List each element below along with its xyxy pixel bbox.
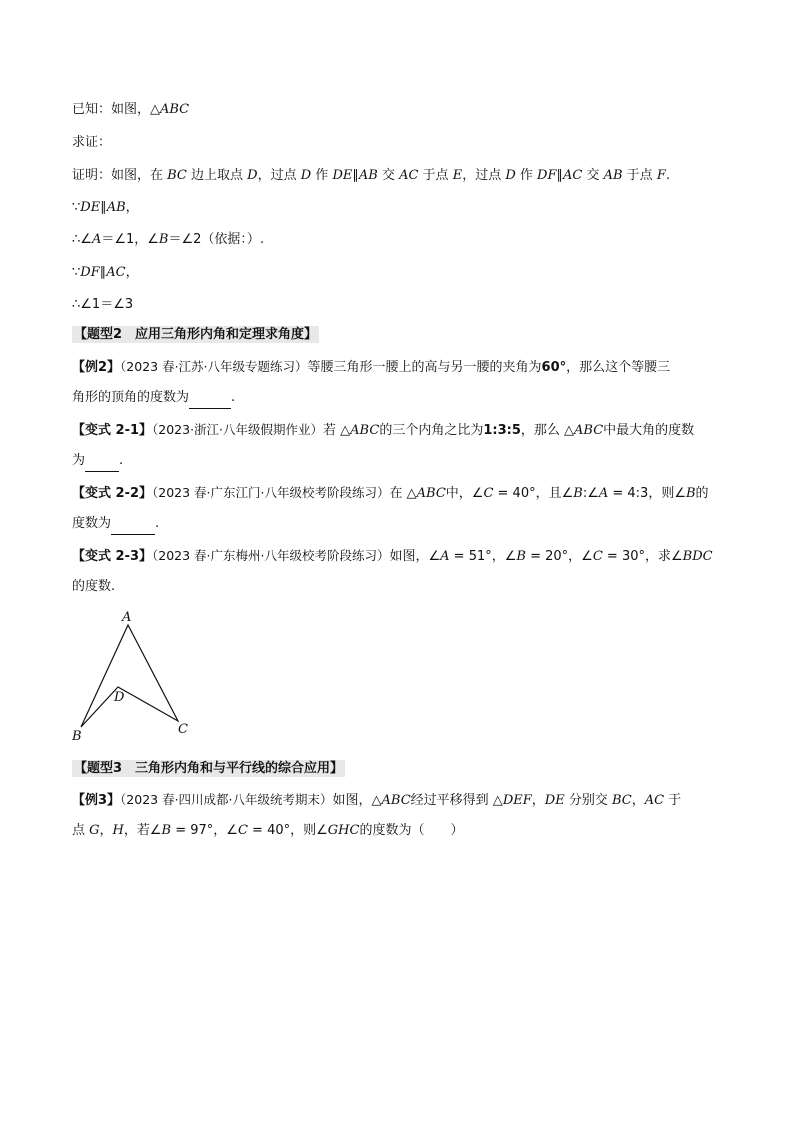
answer-blank[interactable] — [111, 514, 155, 535]
label-b: B — [72, 729, 82, 744]
variant-2-2-tag: 【变式 2-2】 — [72, 486, 153, 501]
example-2-source: （2023 春·江苏·八年级专题练习） — [120, 359, 308, 374]
example-3-tag: 【例3】 — [72, 793, 121, 808]
section-3-heading — [72, 759, 345, 779]
step3-line: ∵DF∥AC， — [72, 265, 139, 280]
example-2-line-2: 角形的顶角的度数为 . — [72, 388, 235, 409]
label-d: D — [114, 690, 125, 705]
given-text: 已知：如图，△ — [72, 102, 160, 117]
given-line — [72, 100, 189, 120]
variant-2-2-source: （2023 春·广东江门·八年级校考阶段练习） — [152, 485, 390, 500]
variant-2-3-line-1: 【变式 2-3】（2023 春·广东梅州·八年级校考阶段练习）如图，∠A = 51°，∠B = 20°，∠C = 30°，求∠BDC — [72, 548, 713, 564]
step4-line: ∴∠1＝∠3 — [72, 297, 134, 312]
variant-2-3-tag: 【变式 2-3】 — [72, 549, 153, 564]
example-3-source: （2023 春·四川成都·八年级统考期末） — [120, 792, 333, 807]
section-2-heading — [72, 325, 319, 345]
variant-2-3-line-2: 的度数. — [72, 579, 116, 594]
given-triangle: ABC — [160, 102, 190, 117]
example-2-line-1: 【例2】（2023 春·江苏·八年级专题练习）等腰三角形一腰上的高与另一腰的夹角为60°，那么这个等腰三 — [72, 359, 671, 375]
variant-2-2-line-1: 【变式 2-2】（2023 春·广东江门·八年级校考阶段练习）在 △ABC中，∠C = 40°，且∠B:∠A = 4:3，则∠B的 — [72, 485, 709, 501]
prove-line — [72, 133, 111, 153]
variant-2-2-line-2: 度数为 . — [72, 514, 159, 535]
example-3-line-2: 点 G，H，若∠B = 97°，∠C = 40°，则∠GHC的度数为（ ） — [72, 823, 464, 838]
variant-2-1-source: （2023·浙江·八年级假期作业） — [152, 422, 324, 437]
prove-text: 求证： — [72, 135, 112, 150]
label-c: C — [178, 722, 188, 737]
triangle-figure — [60, 600, 210, 750]
proof-line: 证明：如图，在 BC 边上取点 D，过点 D 作 DE∥AB 交 AC 于点 E，过点 D 作 DF∥AC 交 AB 于点 F. — [72, 168, 670, 183]
variant-2-1-tag: 【变式 2-1】 — [72, 423, 153, 438]
step1-line: ∵DE∥AB， — [72, 200, 139, 215]
figure-outline — [81, 625, 178, 727]
answer-blank[interactable] — [85, 451, 119, 472]
variant-2-3-source: （2023 春·广东梅州·八年级校考阶段练习） — [152, 548, 390, 563]
example-2-tag: 【例2】 — [72, 360, 121, 375]
answer-blank[interactable] — [189, 388, 231, 409]
section-3-title: 【题型3 三角形内角和与平行线的综合应用】 — [74, 761, 344, 776]
example-3-line-1: 【例3】（2023 春·四川成都·八年级统考期末）如图，△ABC经过平移得到 △DEF，DE 分别交 BC，AC 于 — [72, 792, 682, 808]
variant-2-1-line-2: 为 . — [72, 451, 123, 472]
label-a: A — [122, 610, 132, 625]
variant-2-1-line-1: 【变式 2-1】（2023·浙江·八年级假期作业）若 △ABC的三个内角之比为1:3:5，那么 △ABC中最大角的度数 — [72, 422, 695, 438]
section-2-title: 【题型2 应用三角形内角和定理求角度】 — [74, 327, 318, 342]
step2-line: ∴∠A＝∠1，∠B＝∠2（依据：）. — [72, 232, 265, 247]
